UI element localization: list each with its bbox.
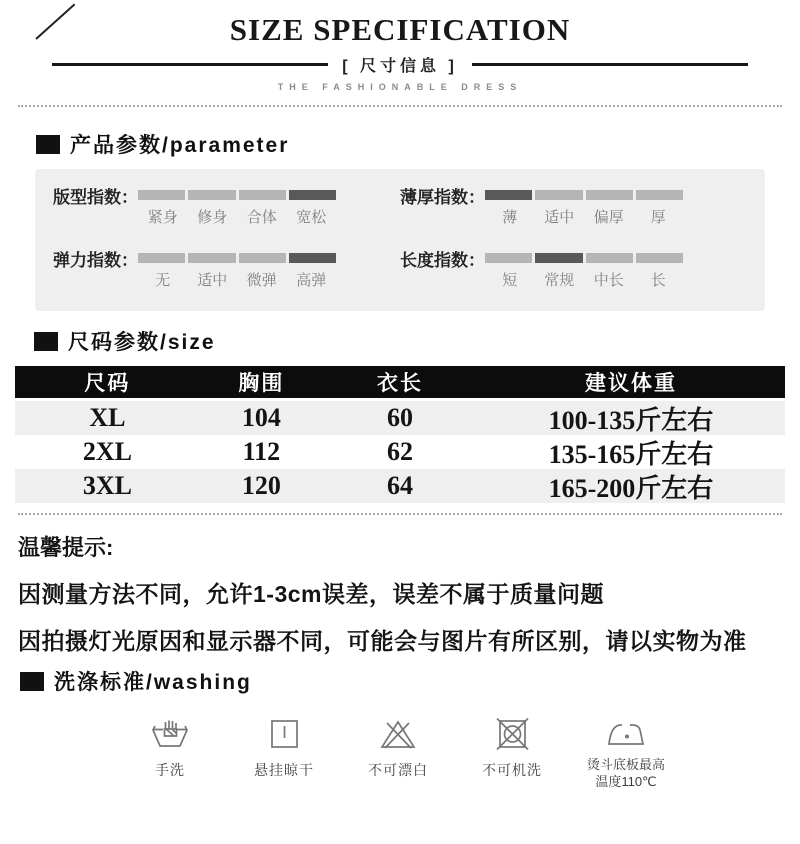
index-option: 无 xyxy=(155,272,171,289)
index-bar-segment xyxy=(289,253,336,263)
index-option: 宽松 xyxy=(296,209,327,226)
cell-length: 64 xyxy=(386,471,413,500)
index-option: 常规 xyxy=(544,272,575,289)
index-option: 长 xyxy=(650,272,666,289)
cell-length: 60 xyxy=(386,403,413,432)
index-bar-segment xyxy=(535,253,582,263)
index-options xyxy=(485,206,683,227)
index-bar-segment xyxy=(636,253,683,263)
size-section-heading xyxy=(34,326,800,356)
header-tagline: THE FASHIONABLE DRESS xyxy=(277,82,523,92)
dotted-divider xyxy=(18,513,782,515)
stretch-index-label: 弹力指数： xyxy=(53,251,138,270)
index-bar xyxy=(138,190,336,200)
index-option: 适中 xyxy=(197,272,228,289)
table-row xyxy=(15,435,785,469)
page-subtitle: [ 尺寸信息 ] xyxy=(342,58,458,75)
col-header-length: 衣长 xyxy=(376,372,423,395)
parameter-heading-label: 产品参数/parameter xyxy=(70,134,290,157)
table-row xyxy=(15,401,785,435)
wash-item-hand-wash xyxy=(118,716,222,790)
cell-weight: 100-135斤左右 xyxy=(548,405,714,435)
index-option: 中长 xyxy=(593,272,624,289)
index-bar-segment xyxy=(586,253,633,263)
wash-item-hang-dry xyxy=(232,716,336,790)
parameter-section-heading xyxy=(36,129,800,159)
fit-index-label: 版型指数： xyxy=(53,188,138,207)
index-options xyxy=(138,206,336,227)
fit-index-bar xyxy=(138,190,336,227)
cell-weight: 135-165斤左右 xyxy=(548,439,714,469)
index-option: 偏厚 xyxy=(593,209,624,226)
index-bar xyxy=(485,190,683,200)
col-header-bust: 胸围 xyxy=(238,372,285,395)
cell-length: 62 xyxy=(386,437,413,466)
page-title: SIZE SPECIFICATION xyxy=(229,12,571,47)
index-bar-segment xyxy=(239,253,286,263)
size-heading-label: 尺码参数/size xyxy=(68,331,216,354)
length-index-label: 长度指数： xyxy=(400,251,485,270)
index-bar-segment xyxy=(188,253,235,263)
hand-wash-icon xyxy=(150,716,190,752)
tips-line: 因测量方法不同，允许1-3cm误差，误差不属于质量问题 xyxy=(18,581,604,607)
fit-index-row xyxy=(53,190,400,227)
iron-max-110c-icon xyxy=(606,716,646,752)
index-bar-segment xyxy=(535,190,582,200)
thickness-index-label: 薄厚指数： xyxy=(400,188,485,207)
cell-bust: 120 xyxy=(241,471,281,500)
black-square-bullet-icon xyxy=(34,332,58,351)
cell-size: XL xyxy=(89,403,126,432)
no-bleach-icon xyxy=(378,716,418,752)
index-bar-segment xyxy=(138,190,185,200)
wash-item-label: 悬挂晾干 xyxy=(254,762,314,778)
header-subtitle-row xyxy=(0,53,800,76)
index-bar-segment xyxy=(485,190,532,200)
thickness-index-row xyxy=(400,190,747,227)
size-table xyxy=(15,366,785,503)
cell-size: 3XL xyxy=(82,471,132,500)
wash-item-no-machine-wash xyxy=(460,716,564,790)
index-bar-segment xyxy=(485,253,532,263)
stretch-index-bar xyxy=(138,253,336,290)
index-bar-segment xyxy=(138,253,185,263)
index-option: 高弹 xyxy=(296,272,327,289)
wash-item-label: 不可机洗 xyxy=(482,762,542,778)
cell-size: 2XL xyxy=(82,437,132,466)
index-option: 短 xyxy=(502,272,518,289)
index-option: 修身 xyxy=(197,209,228,226)
stretch-index-row xyxy=(53,253,400,290)
length-index-row xyxy=(400,253,747,290)
index-bar-segment xyxy=(586,190,633,200)
cell-bust: 104 xyxy=(241,403,281,432)
hang-dry-icon xyxy=(264,716,304,752)
tips-line: 因拍摄灯光原因和显示器不同，可能会与图片有所区别，请以实物为准 xyxy=(18,628,747,654)
index-options xyxy=(485,269,683,290)
size-table-header-row xyxy=(15,366,785,398)
header-rule-left xyxy=(52,63,328,66)
black-square-bullet-icon xyxy=(20,672,44,691)
header xyxy=(0,0,800,92)
header-rule-right xyxy=(472,63,748,66)
thickness-index-bar xyxy=(485,190,683,227)
parameter-panel xyxy=(35,169,765,311)
index-bar xyxy=(138,253,336,263)
col-header-weight: 建议体重 xyxy=(584,372,677,395)
cell-weight: 165-200斤左右 xyxy=(548,473,714,503)
index-bar-segment xyxy=(188,190,235,200)
no-machine-wash-icon xyxy=(492,716,532,752)
wash-item-iron-max-110c xyxy=(574,716,678,790)
index-option: 合体 xyxy=(246,209,277,226)
washing-section-heading xyxy=(20,666,800,696)
index-option: 紧身 xyxy=(147,209,178,226)
index-bar-segment xyxy=(239,190,286,200)
index-bar-segment xyxy=(636,190,683,200)
wash-item-label xyxy=(574,756,678,790)
wash-item-label-line1: 烫斗底板最高 xyxy=(586,757,665,772)
tips-title: 温馨提示: xyxy=(18,535,114,560)
table-row xyxy=(15,469,785,503)
index-options xyxy=(138,269,336,290)
washing-heading-label: 洗涤标准/washing xyxy=(54,671,252,694)
index-option: 厚 xyxy=(650,209,666,226)
index-bar xyxy=(485,253,683,263)
index-option: 适中 xyxy=(544,209,575,226)
index-option: 薄 xyxy=(502,209,518,226)
wash-item-label-line2: 温度110℃ xyxy=(595,774,657,789)
wash-item-label: 不可漂白 xyxy=(368,762,428,778)
washing-icons-row xyxy=(118,716,678,790)
dotted-divider xyxy=(18,105,782,107)
length-index-bar xyxy=(485,253,683,290)
tips-section xyxy=(18,531,782,656)
index-bar-segment xyxy=(289,190,336,200)
black-square-bullet-icon xyxy=(36,135,60,154)
wash-item-no-bleach xyxy=(346,716,450,790)
wash-item-label: 手洗 xyxy=(155,762,185,778)
col-header-size: 尺码 xyxy=(84,372,131,395)
cell-bust: 112 xyxy=(242,437,281,466)
index-option: 微弹 xyxy=(246,272,277,289)
